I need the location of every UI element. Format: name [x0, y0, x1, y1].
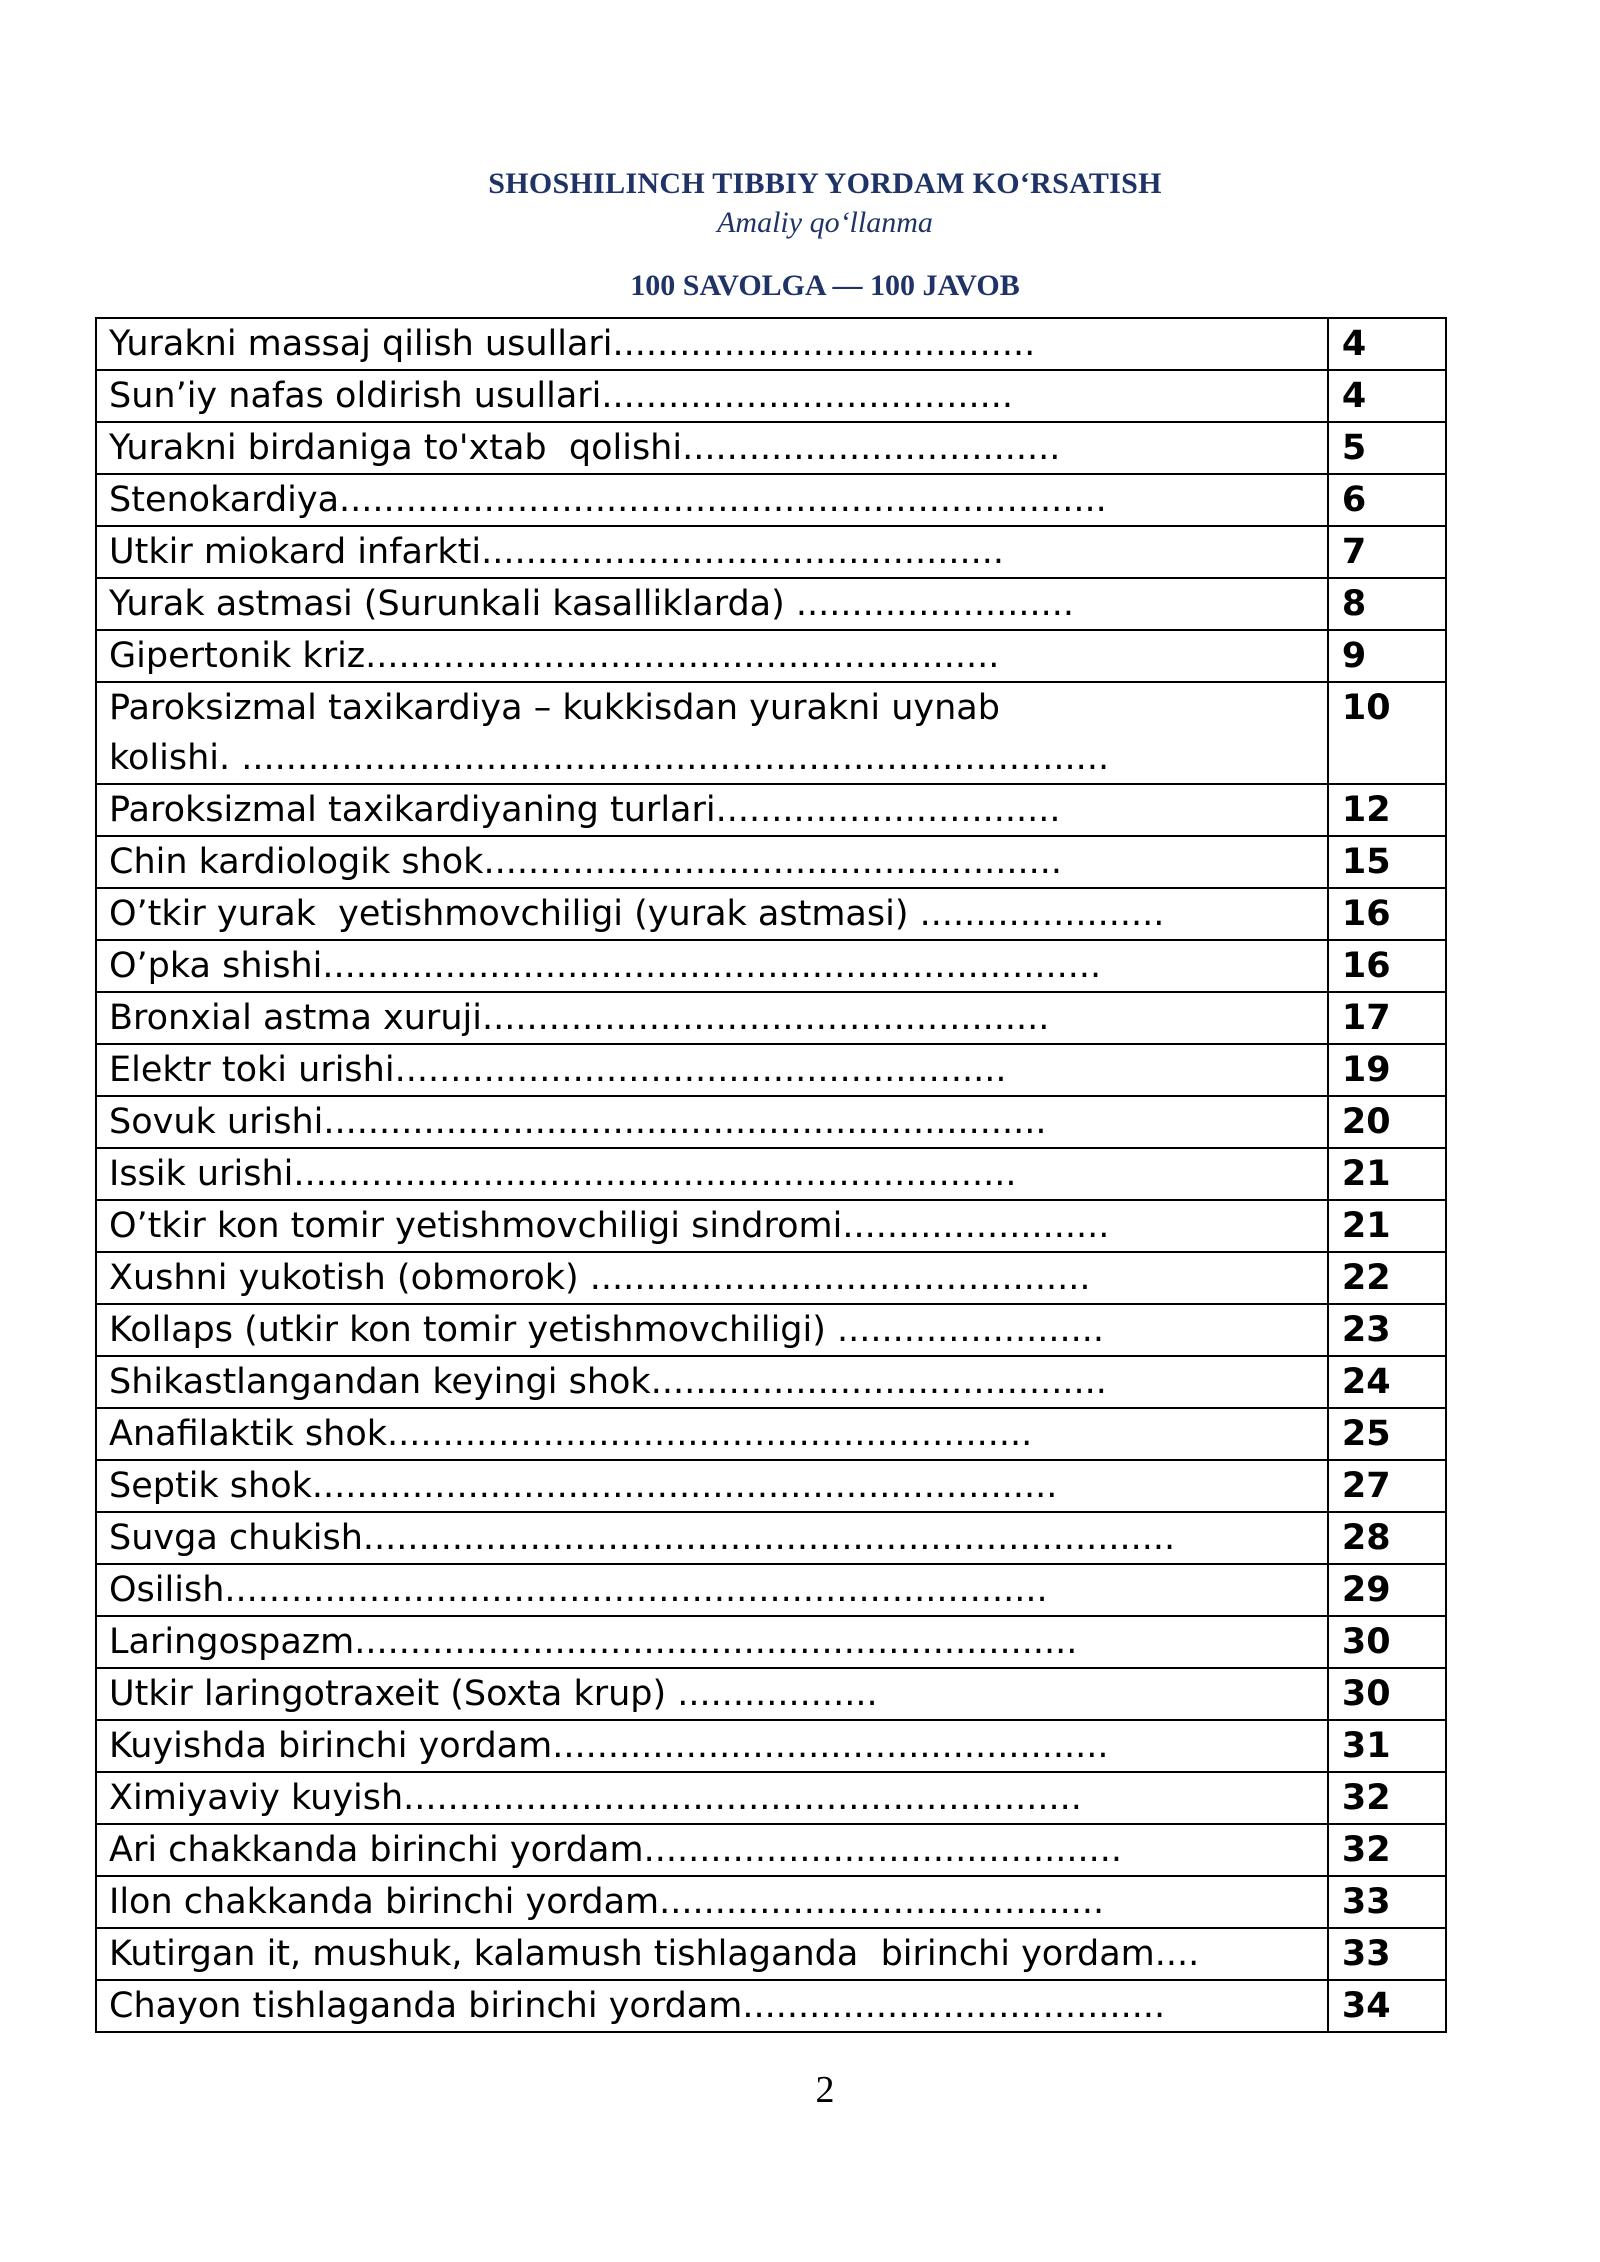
- table-row: [96, 1460, 1446, 1512]
- toc-entry-page: 4: [1328, 370, 1446, 422]
- section-heading: 100 SAVOLGA — 100 JAVOB: [630, 269, 1020, 302]
- toc-entry-title: Issik urishi.................................................................: [96, 1148, 1328, 1200]
- toc-entry-title: Kuyishda birinchi yordam..................................................: [96, 1720, 1328, 1772]
- toc-entry-page: 31: [1328, 1720, 1446, 1772]
- toc-entry-page: 10: [1328, 682, 1446, 784]
- toc-entry-page: 9: [1328, 630, 1446, 682]
- toc-entry-title: Sun’iy nafas oldirish usullari.....................................: [96, 370, 1328, 422]
- toc-entry-title: Paroksizmal taxikardiyaning turlari...............................: [96, 784, 1328, 836]
- toc-body: [96, 318, 1446, 2032]
- toc-entry-title: O’tkir kon tomir yetishmovchiligi sindromi........................: [96, 1200, 1328, 1252]
- toc-entry-title: Suvga chukish.........................................................................: [96, 1512, 1328, 1564]
- toc-entry-title: Yurakni birdaniga to'xtab qolishi..................................: [96, 422, 1328, 474]
- toc-entry-page: 22: [1328, 1252, 1446, 1304]
- table-row: [96, 370, 1446, 422]
- toc-entry-page: 32: [1328, 1824, 1446, 1876]
- toc-entry-page: 20: [1328, 1096, 1446, 1148]
- table-row: [96, 474, 1446, 526]
- toc-entry-page: 6: [1328, 474, 1446, 526]
- table-row: [96, 992, 1446, 1044]
- document-subtitle: Amaliy qo‘llanma: [717, 206, 933, 239]
- table-row: [96, 318, 1446, 370]
- toc-entry-page: 21: [1328, 1148, 1446, 1200]
- toc-entry-title: Ilon chakkanda birinchi yordam........................................: [96, 1876, 1328, 1928]
- table-row: [96, 578, 1446, 630]
- document-header: [0, 164, 1600, 306]
- toc-entry-page: 7: [1328, 526, 1446, 578]
- toc-entry-page: 21: [1328, 1200, 1446, 1252]
- toc-entry-page: 28: [1328, 1512, 1446, 1564]
- table-row: [96, 526, 1446, 578]
- toc-entry-page: 30: [1328, 1668, 1446, 1720]
- toc-entry-page: 16: [1328, 940, 1446, 992]
- toc-entry-page: 27: [1328, 1460, 1446, 1512]
- toc-entry-title: Chayon tishlaganda birinchi yordam......................................: [96, 1980, 1328, 2032]
- toc-entry-title: Xushni yukotish (obmorok) .............................................: [96, 1252, 1328, 1304]
- toc-entry-page: 33: [1328, 1928, 1446, 1980]
- toc-entry-page: 24: [1328, 1356, 1446, 1408]
- table-row: [96, 1772, 1446, 1824]
- table-row: [96, 1096, 1446, 1148]
- toc-entry-title: Anafilaktik shok..........................................................: [96, 1408, 1328, 1460]
- toc-entry-page: 19: [1328, 1044, 1446, 1096]
- toc-entry-title: Chin kardiologik shok....................................................: [96, 836, 1328, 888]
- toc-entry-title: Paroksizmal taxikardiya – kukkisdan yurakni uynab kolishi. ..............................................................................: [96, 682, 1328, 784]
- table-row: [96, 836, 1446, 888]
- toc-entry-title: Ari chakkanda birinchi yordam...........................................: [96, 1824, 1328, 1876]
- toc-entry-page: 12: [1328, 784, 1446, 836]
- table-row: [96, 1200, 1446, 1252]
- toc-entry-page: 15: [1328, 836, 1446, 888]
- toc-entry-title: Gipertonik kriz.........................................................: [96, 630, 1328, 682]
- table-row: [96, 1720, 1446, 1772]
- table-row: [96, 1304, 1446, 1356]
- table-row: [96, 1616, 1446, 1668]
- toc-entry-page: 29: [1328, 1564, 1446, 1616]
- toc-entry-title: Ximiyaviy kuyish.............................................................: [96, 1772, 1328, 1824]
- table-row: [96, 682, 1446, 784]
- toc-entry-title: Elektr toki urishi.......................................................: [96, 1044, 1328, 1096]
- toc-entry-title: Laringospazm.................................................................: [96, 1616, 1328, 1668]
- toc-entry-page: 25: [1328, 1408, 1446, 1460]
- toc-entry-page: 8: [1328, 578, 1446, 630]
- page-number: 2: [815, 2069, 835, 2111]
- toc-entry-title: O’pka shishi......................................................................: [96, 940, 1328, 992]
- document-title: SHOSHILINCH TIBBIY YORDAM KO‘RSATISH: [488, 167, 1162, 200]
- table-row: [96, 1876, 1446, 1928]
- toc-entry-title: Kutirgan it, mushuk, kalamush tishlaganda birinchi yordam....: [96, 1928, 1328, 1980]
- toc-entry-page: 16: [1328, 888, 1446, 940]
- table-of-contents: [95, 317, 1447, 2033]
- table-row: [96, 1512, 1446, 1564]
- table-row: [96, 1980, 1446, 2032]
- table-row: [96, 1564, 1446, 1616]
- table-row: [96, 1668, 1446, 1720]
- table-row: [96, 422, 1446, 474]
- toc-entry-title: O’tkir yurak yetishmovchiligi (yurak astmasi) ......................: [96, 888, 1328, 940]
- table-row: [96, 1356, 1446, 1408]
- toc-entry-page: 30: [1328, 1616, 1446, 1668]
- table-row: [96, 940, 1446, 992]
- table-row: [96, 1928, 1446, 1980]
- toc-entry-page: 34: [1328, 1980, 1446, 2032]
- toc-entry-title: Sovuk urishi.................................................................: [96, 1096, 1328, 1148]
- toc-entry-title: Septik shok...................................................................: [96, 1460, 1328, 1512]
- toc-entry-page: 4: [1328, 318, 1446, 370]
- table-row: [96, 1148, 1446, 1200]
- toc-entry-title: Yurak astmasi (Surunkali kasalliklarda) .........................: [96, 578, 1328, 630]
- table-row: [96, 1044, 1446, 1096]
- table-row: [96, 1252, 1446, 1304]
- toc-entry-title: Utkir laringotraxeit (Soxta krup) ..................: [96, 1668, 1328, 1720]
- table-row: [96, 784, 1446, 836]
- table-row: [96, 1824, 1446, 1876]
- table-row: [96, 1408, 1446, 1460]
- toc-entry-page: 17: [1328, 992, 1446, 1044]
- toc-entry-title: Stenokardiya.....................................................................: [96, 474, 1328, 526]
- toc-entry-title: Osilish..........................................................................: [96, 1564, 1328, 1616]
- toc-entry-page: 33: [1328, 1876, 1446, 1928]
- toc-entry-page: 23: [1328, 1304, 1446, 1356]
- toc-entry-page: 32: [1328, 1772, 1446, 1824]
- toc-entry-page: 5: [1328, 422, 1446, 474]
- toc-entry-title: Yurakni massaj qilish usullari......................................: [96, 318, 1328, 370]
- toc-entry-title: Bronxial astma xuruji...................................................: [96, 992, 1328, 1044]
- table-row: [96, 630, 1446, 682]
- table-row: [96, 888, 1446, 940]
- toc-entry-title: Shikastlangandan keyingi shok.........................................: [96, 1356, 1328, 1408]
- toc-entry-title: Kollaps (utkir kon tomir yetishmovchiligi) ........................: [96, 1304, 1328, 1356]
- toc-entry-title: Utkir miokard infarkti...............................................: [96, 526, 1328, 578]
